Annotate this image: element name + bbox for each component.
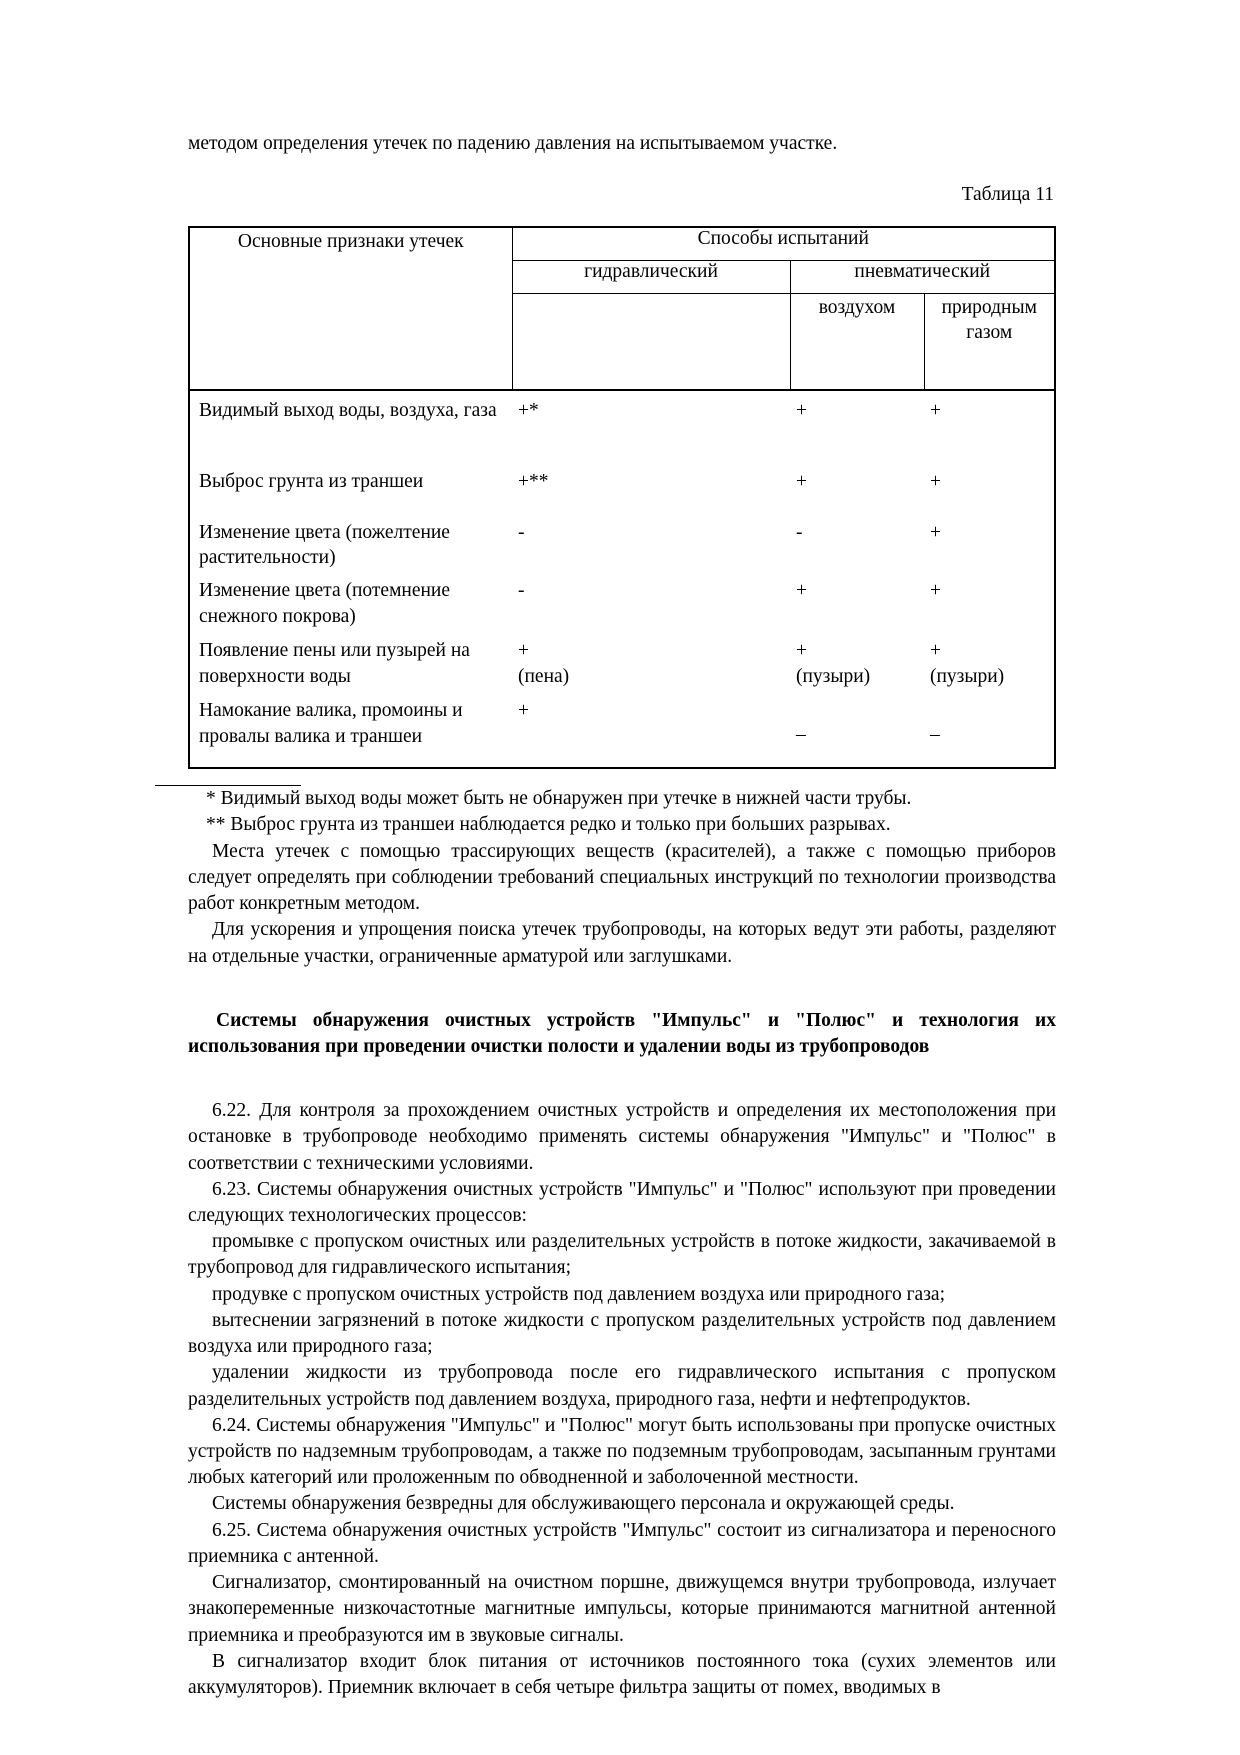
spacer-cell-gas: [924, 346, 1054, 390]
spacer-cell-hydraulic: [512, 346, 790, 390]
leak-signs-table-wrapper: [188, 226, 1056, 769]
paragraph-list-displacement: вытеснении загрязнений в потоке жидкости с пропуском разделительных устройств под давлением воздуха или природного газа;: [188, 1309, 1056, 1358]
spacer-cell-air: [790, 346, 924, 390]
cell-feature: Изменение цвета (пожелтение растительности): [199, 521, 450, 569]
header-natural-gas: природным газом: [941, 296, 1037, 343]
paragraph-6-25: 6.25. Система обнаружения очистных устройств "Импульс" состоит из сигнализатора и переносного приемника с антенной.: [188, 1519, 1056, 1567]
cell-air: -: [796, 521, 803, 543]
cell-air: –: [796, 724, 806, 746]
cell-hydraulic: -: [518, 580, 525, 602]
paragraph-signaling-device: Сигнализатор, смонтированный на очистном поршне, движущемся внутри трубопровода, излучает знакопеременные низкочастотные магнитные импульсы, которые принимаются магнитной антенной приемника и преобразуются им в звуковые сигналы.: [188, 1572, 1056, 1646]
cell-air: + (пузыри): [796, 640, 871, 687]
cell-hydraulic: +: [518, 700, 529, 722]
header-leak-signs: Основные признаки утечек: [190, 228, 512, 345]
spacer-cell-signs: [190, 346, 512, 390]
header-hydraulic-sub: [512, 293, 790, 345]
cell-gas: +: [930, 470, 941, 492]
paragraph-list-flushing: промывке с пропуском очистных или разделительных устройств в потоке жидкости, закачиваемой в трубопровод для гидравлического испытания;: [188, 1231, 1056, 1279]
paragraph-leak-location: Места утечек с помощью трассирующих веществ (красителей), а также с помощью приборов следует определять при соблюдении требований специальных инструкций по технологии производства работ конкретным методом.: [188, 840, 1056, 915]
paragraph-6-22: 6.22. Для контроля за прохождением очистных устройств и определения их местоположения при остановке в трубопроводе необходимо применять системы обнаружения "Импульс" и "Полюс" в соответствии с техническими условиями.: [188, 1100, 1056, 1174]
cell-air: +: [796, 399, 807, 421]
cell-hydraulic: +*: [518, 399, 539, 421]
header-air: воздухом: [790, 293, 924, 345]
footnote-2: ** Выброс грунта из траншеи наблюдается редко и только при больших разрывах.: [206, 814, 891, 836]
cell-air: +: [796, 580, 807, 602]
table-row: [190, 513, 1054, 571]
footnote-1: * Видимый выход воды может быть не обнаружен при утечке в нижней части трубы.: [206, 788, 912, 810]
table-row: [190, 631, 1054, 691]
paragraph-section-split: Для ускорения и упрощения поиска утечек трубопроводы, на которых ведут эти работы, разделяют на отдельные участки, ограниченные арматурой или заглушками.: [188, 919, 1056, 967]
cell-gas: +: [930, 521, 941, 543]
cell-feature: Видимый выход воды, воздуха, газа: [199, 399, 497, 421]
table-row: [190, 462, 1054, 513]
table-header-row-1: [190, 228, 1054, 260]
table-body: [190, 390, 1054, 767]
paragraph-safety: Системы обнаружения безвредны для обслуживающего персонала и окружающей среды.: [212, 1493, 955, 1515]
paragraph-list-liquid-removal: удалении жидкости из трубопровода после его гидравлического испытания с пропуском разделительных устройств под давлением воздуха, природного газа, нефти и нефтепродуктов.: [188, 1362, 1056, 1410]
cell-hydraulic: -: [518, 521, 525, 543]
header-test-methods: Способы испытаний: [512, 228, 1054, 260]
cell-feature: Появление пены или пузырей на поверхности воды: [199, 640, 470, 687]
table-head: [190, 228, 1054, 389]
intro-line: методом определения утечек по падению давления на испытываемом участке.: [188, 133, 838, 154]
cell-feature: Выброс грунта из траншеи: [199, 470, 424, 492]
header-pneumatic: пневматический: [790, 260, 1054, 293]
cell-gas: +: [930, 580, 941, 602]
paragraph-power-supply: В сигнализатор входит блок питания от источников постоянного тока (сухих элементов или аккумуляторов). Приемник включает в себя четыре фильтра защиты от помех, вводимых в: [188, 1650, 1056, 1698]
page-content: [188, 0, 1056, 1701]
cell-air: +: [796, 470, 807, 492]
header-hydraulic: гидравлический: [512, 260, 790, 293]
cell-gas: + (пузыри): [930, 640, 1005, 687]
cell-gas: –: [930, 724, 940, 746]
cell-feature: Изменение цвета (потемнение снежного покрова): [199, 580, 451, 627]
section-heading: Системы обнаружения очистных устройств "Импульс" и "Полюс" и технология их использования при проведении очистки полости и удалении воды из трубопроводов: [188, 1009, 1056, 1057]
cell-feature: Намокание валика, промоины и провалы валика и траншеи: [199, 700, 463, 747]
table-caption: Таблица 11: [961, 184, 1054, 206]
leak-signs-table: [190, 228, 1054, 767]
paragraph-list-blowing: продувке с пропуском очистных устройств под давлением воздуха или природного газа;: [212, 1283, 945, 1305]
paragraph-6-23: 6.23. Системы обнаружения очистных устройств "Импульс" и "Полюс" используют при проведении следующих технологических процессов:: [188, 1178, 1056, 1227]
table-row: [190, 691, 1054, 767]
table-row: [190, 390, 1054, 462]
table-row: [190, 571, 1054, 631]
table-header-spacer-row: [190, 346, 1054, 390]
cell-hydraulic: +**: [518, 470, 549, 492]
cell-gas: +: [930, 399, 941, 421]
cell-hydraulic: + (пена): [518, 640, 570, 687]
paragraph-6-24: 6.24. Системы обнаружения "Импульс" и "Полюс" могут быть использованы при пропуске очистных устройств по надземным трубопроводам, а также по подземным трубопроводам, засыпанным грунтами любых категорий или проложенным по обводненной и заболоченной местности.: [188, 1414, 1056, 1489]
